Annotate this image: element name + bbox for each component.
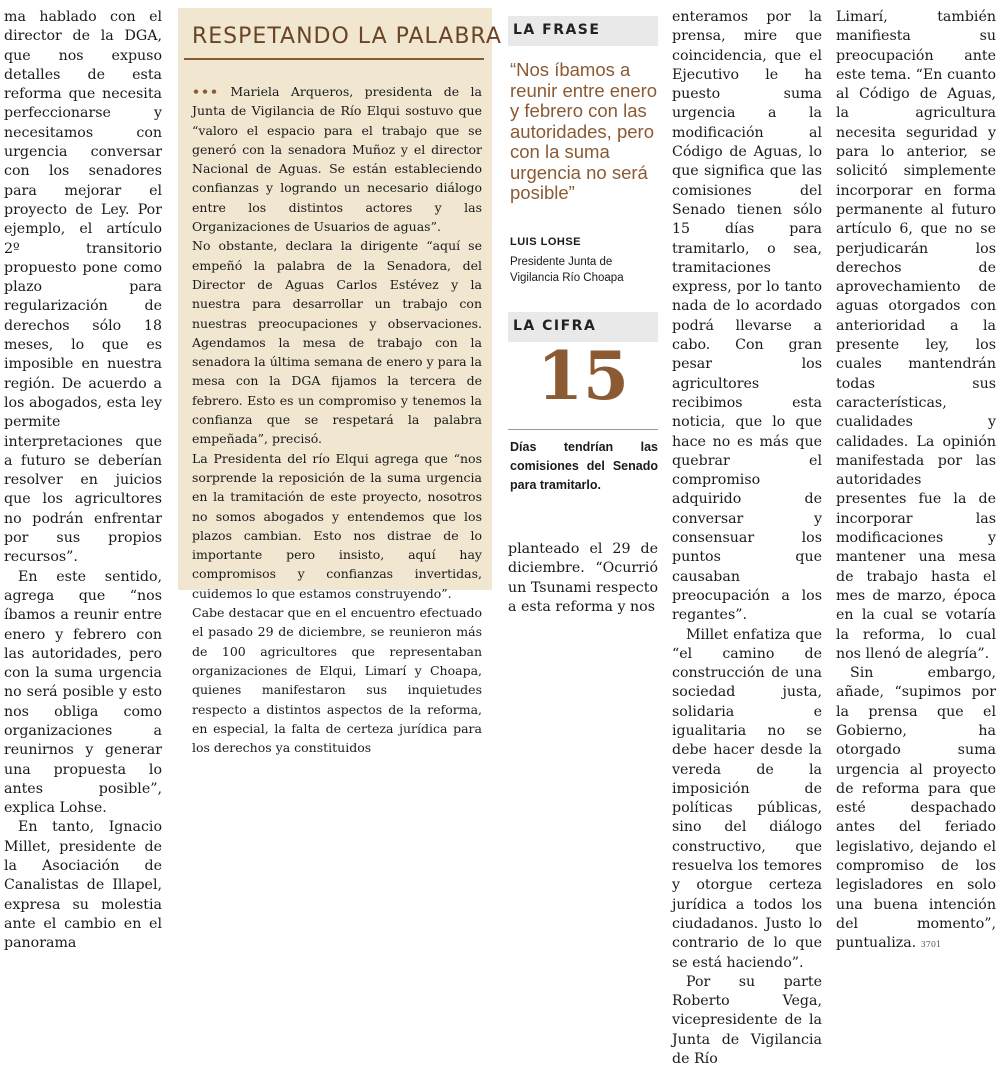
article-column-4-continuation	[508, 540, 658, 617]
frase-heading-bar	[508, 16, 658, 46]
cifra-number: 15	[537, 337, 629, 415]
cifra-divider	[508, 429, 658, 430]
cifra-heading: LA CIFRA	[513, 318, 597, 334]
sidebar-paragraph: La Presidenta del río Elqui agrega que “nos sorprende la reposición de la suma urgencia en la tramitación de este proyecto, nosotros no somos abogados y entendemos que los plazos cambian. Esto nos distrae de lo importante pero insisto, aquí hay compromisos y confianzas invertidas, cuidemos lo que estamos construyendo”.	[192, 450, 482, 601]
sidebar-body	[192, 82, 482, 757]
article-paragraph-text: Sin embargo, añade, “supimos por la prensa que el Gobierno, ha otorgado suma urgencia al proyecto de reforma para que esté despachado antes del feriado legislativo, dejando el compromiso de los legisladores en solo una buena intención del momento”, puntualiza.	[836, 665, 996, 952]
article-paragraph: enteramos por la prensa, mire que coincidencia, que el Ejecutivo le ha puesto suma urgencia a la modificación al Código de Aguas, lo que significa que las comisiones del Senado tienen sólo 15 días para tramitarlo, o sea, tramitaciones express, por lo tanto nada de lo acordado podrá llevarse a cabo. Con gran pesar los agricultores recibimos esta noticia, que lo que hace no es más que quebrar el compromiso adquirido de conversar y consensuar los puntos que causaban preocupación a los regantes”.	[672, 9, 822, 624]
article-column-6	[836, 8, 996, 955]
sidebar-paragraph: Cabe destacar que en el encuentro efectuado el pasado 29 de diciembre, se reunieron más de 100 agricultores que representaban organizaciones de Elqui, Limarí y Choapa, quienes manifestaron sus inquietudes respecto a distintos aspectos de la reforma, en especial, la falta de certeza jurídica para los derechos ya constituidos	[192, 605, 482, 756]
article-paragraph: planteado el 29 de diciembre. “Ocurrió un Tsunami respecto a esta reforma y nos	[508, 541, 658, 615]
article-code: 3701	[920, 940, 942, 950]
sidebar-box	[178, 8, 502, 756]
article-paragraph: En tanto, Ignacio Millet, presidente de la Asociación de Canalistas de Illapel, expresa su molestia ante el cambio en el panorama	[4, 819, 162, 952]
article-paragraph: Por su parte Roberto Vega, vicepresidente de la Junta de Vigilancia de Río	[672, 973, 822, 1068]
article-paragraph	[836, 664, 996, 954]
cifra-description: Días tendrían las comisiones del Senado para tramitarlo.	[510, 440, 658, 492]
sidebar-title-bar	[184, 20, 502, 60]
sidebar-paragraph	[192, 82, 482, 236]
pull-quote: “Nos íbamos a reunir entre enero y febrero con las autoridades, pero con la suma urgencia no será posible”	[510, 59, 658, 203]
frase-heading: LA FRASE	[513, 22, 601, 38]
quote-author: LUIS LOHSE	[510, 236, 582, 248]
sidebar-title: RESPETANDO LA PALABRA	[192, 24, 502, 49]
article-column-1	[4, 8, 162, 954]
quote-author-role: Presidente Junta de Vigilancia Río Choapa	[510, 256, 624, 284]
sidebar-paragraph-text: Mariela Arqueros, presidenta de la Junta de Vigilancia de Río Elqui sostuvo que “valoro el espacio para el trabajo que se generó con la senadora Muñoz y el director Nacional de Aguas. Se están estableciendo confianzas y logrando un necesario diálogo entre los distintos actores y las Organizaciones de Usuarios de aguas”.	[192, 84, 482, 235]
lead-dots: •••	[192, 84, 219, 99]
sidebar-paragraph: No obstante, declara la dirigente “aquí se empeñó la palabra de la Senadora, del Director de Aguas Carlos Estévez y la nuestra para desarrollar un trabajo con nuestras preocupaciones y observaciones. Agendamos la mesa de trabajo con la senadora la última semana de enero y para la mesa con la DGA fijamos la tercera de febrero. Esto es un compromiso y tenemos la confianza que se respetará la palabra empeñada”, precisó.	[192, 238, 482, 447]
article-paragraph: ma hablado con el director de la DGA, que nos expuso detalles de esta reforma que necesita perfeccionarse y necesitamos con urgencia conversar con los senadores para mejorar el proyecto de Ley. Por ejemplo, el artículo 2º transitorio propuesto pone como plazo para regularización de derechos sólo 18 meses, lo que es imposible en nuestra región. De acuerdo a los abogados, esta ley permite interpretaciones que a futuro se deberían resolver en juicios que los agricultores no podrán enfrentar por sus propios recursos”.	[4, 9, 162, 566]
article-paragraph: En este sentido, agrega que “nos íbamos a reunir entre enero y febrero con las autoridades, pero con la suma urgencia no será posible y esto nos obliga como organizaciones a reunirnos y generar una propuesta lo antes posible”, explica Lohse.	[4, 568, 162, 817]
article-paragraph: Millet enfatiza que “el camino de construcción de una sociedad justa, solidaria e igualitaria no se debe hacer desde la vereda de la imposición de políticas públicas, sino del diálogo constructivo, que resuelva los temores y otorgue certeza jurídica a todos los ciudadanos. Justo lo contrario de lo que se está haciendo”.	[672, 626, 822, 971]
article-column-5	[672, 8, 822, 1069]
article-paragraph: Limarí, también manifiesta su preocupación ante este tema. “En cuanto al Código de Aguas, la agricultura necesita seguridad y para lo anterior, se solicitó simplemente incorporar en forma permanente al futuro artículo 6, que no se perjudicarán los derechos de aprovechamiento de aguas otorgados con anterioridad a la presente ley, los cuales mantendrán todas sus características, cualidades y calidades. La opinión manifestada por las autoridades presentes fue la de incorporar las modificaciones y mantener una mesa de trabajo hasta el mes de marzo, época en la cual se votaría la reforma, lo cual nos llenó de alegría”.	[836, 9, 996, 662]
